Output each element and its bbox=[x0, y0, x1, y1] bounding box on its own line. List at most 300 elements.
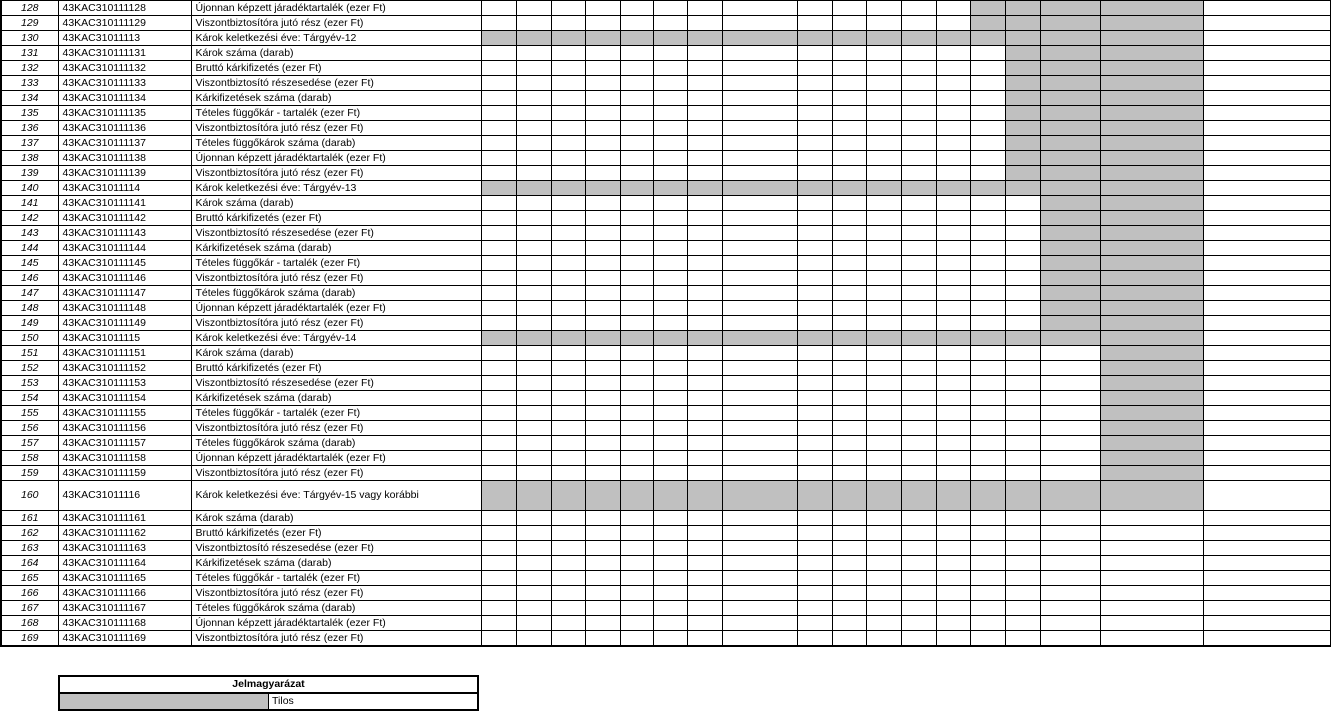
data-cell[interactable] bbox=[901, 226, 936, 241]
data-cell[interactable] bbox=[1005, 616, 1040, 631]
data-cell[interactable] bbox=[653, 631, 687, 647]
data-cell[interactable] bbox=[1203, 436, 1331, 451]
data-cell[interactable] bbox=[936, 631, 970, 647]
data-cell[interactable] bbox=[1005, 571, 1040, 586]
data-cell[interactable] bbox=[1203, 346, 1331, 361]
data-cell[interactable] bbox=[832, 316, 866, 331]
data-cell[interactable] bbox=[551, 1, 585, 16]
data-cell[interactable] bbox=[797, 196, 832, 211]
data-cell[interactable] bbox=[797, 166, 832, 181]
data-cell[interactable] bbox=[1040, 631, 1100, 647]
data-cell[interactable] bbox=[653, 226, 687, 241]
data-cell[interactable] bbox=[936, 256, 970, 271]
data-cell[interactable] bbox=[1040, 421, 1100, 436]
data-cell[interactable] bbox=[1203, 391, 1331, 406]
data-cell[interactable] bbox=[901, 136, 936, 151]
data-cell[interactable] bbox=[832, 211, 866, 226]
data-cell[interactable] bbox=[516, 256, 551, 271]
data-cell[interactable] bbox=[970, 76, 1005, 91]
data-cell[interactable] bbox=[1203, 211, 1331, 226]
data-cell[interactable] bbox=[551, 361, 585, 376]
data-cell[interactable] bbox=[516, 271, 551, 286]
data-cell[interactable] bbox=[970, 241, 1005, 256]
data-cell[interactable] bbox=[620, 376, 653, 391]
data-cell[interactable] bbox=[653, 121, 687, 136]
data-cell[interactable] bbox=[516, 391, 551, 406]
data-cell[interactable] bbox=[687, 376, 722, 391]
data-cell[interactable] bbox=[832, 376, 866, 391]
data-cell[interactable] bbox=[1040, 511, 1100, 526]
data-cell[interactable] bbox=[901, 46, 936, 61]
data-cell[interactable] bbox=[866, 421, 901, 436]
data-cell[interactable] bbox=[1040, 556, 1100, 571]
data-cell[interactable] bbox=[653, 196, 687, 211]
data-cell[interactable] bbox=[866, 511, 901, 526]
data-cell[interactable] bbox=[1005, 601, 1040, 616]
data-cell[interactable] bbox=[722, 556, 797, 571]
data-cell[interactable] bbox=[866, 301, 901, 316]
data-cell[interactable] bbox=[687, 466, 722, 481]
data-cell[interactable] bbox=[901, 286, 936, 301]
data-cell[interactable] bbox=[687, 196, 722, 211]
data-cell[interactable] bbox=[1005, 271, 1040, 286]
data-cell[interactable] bbox=[620, 166, 653, 181]
data-cell[interactable] bbox=[481, 196, 516, 211]
data-cell[interactable] bbox=[936, 586, 970, 601]
data-cell[interactable] bbox=[1203, 421, 1331, 436]
data-cell[interactable] bbox=[936, 526, 970, 541]
data-cell[interactable] bbox=[797, 301, 832, 316]
data-cell[interactable] bbox=[722, 106, 797, 121]
data-cell[interactable] bbox=[653, 316, 687, 331]
data-cell[interactable] bbox=[516, 421, 551, 436]
data-cell[interactable] bbox=[585, 361, 620, 376]
data-cell[interactable] bbox=[797, 16, 832, 31]
data-cell[interactable] bbox=[1203, 151, 1331, 166]
data-cell[interactable] bbox=[722, 16, 797, 31]
data-cell[interactable] bbox=[1005, 316, 1040, 331]
data-cell[interactable] bbox=[866, 361, 901, 376]
data-cell[interactable] bbox=[1203, 331, 1331, 346]
data-cell[interactable] bbox=[1005, 466, 1040, 481]
data-cell[interactable] bbox=[901, 406, 936, 421]
data-cell[interactable] bbox=[797, 136, 832, 151]
data-cell[interactable] bbox=[832, 301, 866, 316]
data-cell[interactable] bbox=[722, 436, 797, 451]
data-cell[interactable] bbox=[722, 136, 797, 151]
data-cell[interactable] bbox=[866, 376, 901, 391]
data-cell[interactable] bbox=[901, 151, 936, 166]
data-cell[interactable] bbox=[1005, 361, 1040, 376]
data-cell[interactable] bbox=[866, 121, 901, 136]
data-cell[interactable] bbox=[936, 436, 970, 451]
data-cell[interactable] bbox=[866, 451, 901, 466]
data-cell[interactable] bbox=[551, 76, 585, 91]
data-cell[interactable] bbox=[516, 136, 551, 151]
data-cell[interactable] bbox=[722, 316, 797, 331]
data-cell[interactable] bbox=[936, 346, 970, 361]
data-cell[interactable] bbox=[901, 421, 936, 436]
data-cell[interactable] bbox=[516, 226, 551, 241]
data-cell[interactable] bbox=[585, 376, 620, 391]
data-cell[interactable] bbox=[970, 361, 1005, 376]
data-cell[interactable] bbox=[832, 571, 866, 586]
data-cell[interactable] bbox=[687, 631, 722, 647]
data-cell[interactable] bbox=[516, 571, 551, 586]
data-cell[interactable] bbox=[653, 466, 687, 481]
data-cell[interactable] bbox=[585, 91, 620, 106]
data-cell[interactable] bbox=[481, 241, 516, 256]
data-cell[interactable] bbox=[901, 601, 936, 616]
data-cell[interactable] bbox=[653, 421, 687, 436]
data-cell[interactable] bbox=[722, 166, 797, 181]
data-cell[interactable] bbox=[1005, 541, 1040, 556]
data-cell[interactable] bbox=[481, 391, 516, 406]
data-cell[interactable] bbox=[516, 511, 551, 526]
data-cell[interactable] bbox=[687, 316, 722, 331]
data-cell[interactable] bbox=[653, 436, 687, 451]
data-cell[interactable] bbox=[687, 511, 722, 526]
data-cell[interactable] bbox=[901, 571, 936, 586]
data-cell[interactable] bbox=[901, 556, 936, 571]
data-cell[interactable] bbox=[832, 256, 866, 271]
data-cell[interactable] bbox=[901, 631, 936, 647]
data-cell[interactable] bbox=[970, 511, 1005, 526]
data-cell[interactable] bbox=[832, 406, 866, 421]
data-cell[interactable] bbox=[585, 1, 620, 16]
data-cell[interactable] bbox=[722, 211, 797, 226]
data-cell[interactable] bbox=[936, 541, 970, 556]
data-cell[interactable] bbox=[481, 511, 516, 526]
data-cell[interactable] bbox=[653, 106, 687, 121]
data-cell[interactable] bbox=[687, 436, 722, 451]
data-cell[interactable] bbox=[722, 421, 797, 436]
data-cell[interactable] bbox=[481, 136, 516, 151]
data-cell[interactable] bbox=[551, 136, 585, 151]
data-cell[interactable] bbox=[797, 151, 832, 166]
data-cell[interactable] bbox=[551, 166, 585, 181]
data-cell[interactable] bbox=[866, 106, 901, 121]
data-cell[interactable] bbox=[653, 346, 687, 361]
data-cell[interactable] bbox=[866, 256, 901, 271]
data-cell[interactable] bbox=[866, 586, 901, 601]
data-cell[interactable] bbox=[901, 451, 936, 466]
data-cell[interactable] bbox=[1005, 451, 1040, 466]
data-cell[interactable] bbox=[722, 271, 797, 286]
data-cell[interactable] bbox=[1203, 91, 1331, 106]
data-cell[interactable] bbox=[620, 541, 653, 556]
data-cell[interactable] bbox=[1203, 76, 1331, 91]
data-cell[interactable] bbox=[970, 91, 1005, 106]
data-cell[interactable] bbox=[866, 226, 901, 241]
data-cell[interactable] bbox=[481, 256, 516, 271]
data-cell[interactable] bbox=[620, 106, 653, 121]
data-cell[interactable] bbox=[970, 121, 1005, 136]
data-cell[interactable] bbox=[481, 361, 516, 376]
data-cell[interactable] bbox=[551, 421, 585, 436]
data-cell[interactable] bbox=[722, 616, 797, 631]
data-cell[interactable] bbox=[653, 151, 687, 166]
data-cell[interactable] bbox=[481, 151, 516, 166]
data-cell[interactable] bbox=[832, 421, 866, 436]
data-cell[interactable] bbox=[832, 166, 866, 181]
data-cell[interactable] bbox=[936, 286, 970, 301]
data-cell[interactable] bbox=[936, 361, 970, 376]
data-cell[interactable] bbox=[687, 526, 722, 541]
data-cell[interactable] bbox=[585, 61, 620, 76]
data-cell[interactable] bbox=[585, 196, 620, 211]
data-cell[interactable] bbox=[970, 616, 1005, 631]
data-cell[interactable] bbox=[797, 511, 832, 526]
data-cell[interactable] bbox=[687, 346, 722, 361]
data-cell[interactable] bbox=[970, 541, 1005, 556]
data-cell[interactable] bbox=[866, 271, 901, 286]
data-cell[interactable] bbox=[653, 361, 687, 376]
data-cell[interactable] bbox=[516, 301, 551, 316]
data-cell[interactable] bbox=[620, 586, 653, 601]
data-cell[interactable] bbox=[585, 166, 620, 181]
data-cell[interactable] bbox=[551, 256, 585, 271]
data-cell[interactable] bbox=[832, 601, 866, 616]
data-cell[interactable] bbox=[970, 421, 1005, 436]
data-cell[interactable] bbox=[970, 256, 1005, 271]
data-cell[interactable] bbox=[620, 451, 653, 466]
data-cell[interactable] bbox=[585, 211, 620, 226]
data-cell[interactable] bbox=[936, 451, 970, 466]
data-cell[interactable] bbox=[970, 316, 1005, 331]
data-cell[interactable] bbox=[722, 586, 797, 601]
data-cell[interactable] bbox=[585, 421, 620, 436]
data-cell[interactable] bbox=[797, 391, 832, 406]
data-cell[interactable] bbox=[687, 571, 722, 586]
data-cell[interactable] bbox=[1005, 406, 1040, 421]
data-cell[interactable] bbox=[653, 526, 687, 541]
data-cell[interactable] bbox=[936, 211, 970, 226]
data-cell[interactable] bbox=[516, 151, 551, 166]
data-cell[interactable] bbox=[585, 601, 620, 616]
data-cell[interactable] bbox=[585, 241, 620, 256]
data-cell[interactable] bbox=[797, 226, 832, 241]
data-cell[interactable] bbox=[722, 1, 797, 16]
data-cell[interactable] bbox=[901, 586, 936, 601]
data-cell[interactable] bbox=[585, 316, 620, 331]
data-cell[interactable] bbox=[866, 196, 901, 211]
data-cell[interactable] bbox=[722, 91, 797, 106]
data-cell[interactable] bbox=[481, 466, 516, 481]
data-cell[interactable] bbox=[797, 1, 832, 16]
data-cell[interactable] bbox=[1203, 1, 1331, 16]
data-cell[interactable] bbox=[1005, 436, 1040, 451]
data-cell[interactable] bbox=[653, 556, 687, 571]
data-cell[interactable] bbox=[1203, 406, 1331, 421]
data-cell[interactable] bbox=[585, 256, 620, 271]
data-cell[interactable] bbox=[585, 136, 620, 151]
data-cell[interactable] bbox=[797, 616, 832, 631]
data-cell[interactable] bbox=[585, 541, 620, 556]
data-cell[interactable] bbox=[516, 376, 551, 391]
data-cell[interactable] bbox=[722, 301, 797, 316]
data-cell[interactable] bbox=[551, 301, 585, 316]
data-cell[interactable] bbox=[970, 451, 1005, 466]
data-cell[interactable] bbox=[687, 16, 722, 31]
data-cell[interactable] bbox=[722, 256, 797, 271]
data-cell[interactable] bbox=[901, 466, 936, 481]
data-cell[interactable] bbox=[797, 421, 832, 436]
data-cell[interactable] bbox=[832, 631, 866, 647]
data-cell[interactable] bbox=[653, 301, 687, 316]
data-cell[interactable] bbox=[620, 1, 653, 16]
data-cell[interactable] bbox=[1203, 376, 1331, 391]
data-cell[interactable] bbox=[620, 271, 653, 286]
data-cell[interactable] bbox=[1005, 511, 1040, 526]
data-cell[interactable] bbox=[585, 406, 620, 421]
data-cell[interactable] bbox=[901, 436, 936, 451]
data-cell[interactable] bbox=[1005, 526, 1040, 541]
data-cell[interactable] bbox=[970, 226, 1005, 241]
data-cell[interactable] bbox=[832, 151, 866, 166]
data-cell[interactable] bbox=[936, 151, 970, 166]
data-cell[interactable] bbox=[970, 61, 1005, 76]
data-cell[interactable] bbox=[653, 166, 687, 181]
data-cell[interactable] bbox=[620, 301, 653, 316]
data-cell[interactable] bbox=[970, 406, 1005, 421]
data-cell[interactable] bbox=[687, 91, 722, 106]
data-cell[interactable] bbox=[687, 361, 722, 376]
data-cell[interactable] bbox=[1203, 61, 1331, 76]
data-cell[interactable] bbox=[1203, 196, 1331, 211]
data-cell[interactable] bbox=[653, 1, 687, 16]
data-cell[interactable] bbox=[620, 196, 653, 211]
data-cell[interactable] bbox=[481, 106, 516, 121]
data-cell[interactable] bbox=[1005, 196, 1040, 211]
data-cell[interactable] bbox=[797, 241, 832, 256]
data-cell[interactable] bbox=[1203, 361, 1331, 376]
data-cell[interactable] bbox=[481, 541, 516, 556]
data-cell[interactable] bbox=[832, 361, 866, 376]
data-cell[interactable] bbox=[551, 316, 585, 331]
data-cell[interactable] bbox=[1040, 466, 1100, 481]
data-cell[interactable] bbox=[1040, 361, 1100, 376]
data-cell[interactable] bbox=[516, 196, 551, 211]
data-cell[interactable] bbox=[516, 526, 551, 541]
data-cell[interactable] bbox=[516, 91, 551, 106]
data-cell[interactable] bbox=[832, 1, 866, 16]
data-cell[interactable] bbox=[1100, 541, 1203, 556]
data-cell[interactable] bbox=[901, 616, 936, 631]
data-cell[interactable] bbox=[866, 211, 901, 226]
data-cell[interactable] bbox=[585, 466, 620, 481]
data-cell[interactable] bbox=[901, 241, 936, 256]
data-cell[interactable] bbox=[901, 121, 936, 136]
data-cell[interactable] bbox=[797, 76, 832, 91]
data-cell[interactable] bbox=[901, 376, 936, 391]
data-cell[interactable] bbox=[722, 76, 797, 91]
data-cell[interactable] bbox=[585, 106, 620, 121]
data-cell[interactable] bbox=[936, 421, 970, 436]
data-cell[interactable] bbox=[797, 631, 832, 647]
data-cell[interactable] bbox=[481, 301, 516, 316]
data-cell[interactable] bbox=[722, 241, 797, 256]
data-cell[interactable] bbox=[936, 466, 970, 481]
data-cell[interactable] bbox=[687, 151, 722, 166]
data-cell[interactable] bbox=[481, 436, 516, 451]
data-cell[interactable] bbox=[481, 346, 516, 361]
data-cell[interactable] bbox=[866, 151, 901, 166]
data-cell[interactable] bbox=[653, 571, 687, 586]
data-cell[interactable] bbox=[585, 226, 620, 241]
data-cell[interactable] bbox=[797, 556, 832, 571]
data-cell[interactable] bbox=[866, 601, 901, 616]
data-cell[interactable] bbox=[722, 151, 797, 166]
data-cell[interactable] bbox=[901, 16, 936, 31]
data-cell[interactable] bbox=[901, 271, 936, 286]
data-cell[interactable] bbox=[653, 601, 687, 616]
data-cell[interactable] bbox=[970, 346, 1005, 361]
data-cell[interactable] bbox=[1040, 601, 1100, 616]
data-cell[interactable] bbox=[687, 241, 722, 256]
data-cell[interactable] bbox=[901, 91, 936, 106]
data-cell[interactable] bbox=[722, 526, 797, 541]
data-cell[interactable] bbox=[687, 421, 722, 436]
data-cell[interactable] bbox=[551, 406, 585, 421]
data-cell[interactable] bbox=[516, 286, 551, 301]
data-cell[interactable] bbox=[866, 571, 901, 586]
data-cell[interactable] bbox=[585, 511, 620, 526]
data-cell[interactable] bbox=[516, 436, 551, 451]
data-cell[interactable] bbox=[620, 631, 653, 647]
data-cell[interactable] bbox=[620, 61, 653, 76]
data-cell[interactable] bbox=[653, 511, 687, 526]
data-cell[interactable] bbox=[936, 166, 970, 181]
data-cell[interactable] bbox=[936, 76, 970, 91]
data-cell[interactable] bbox=[620, 46, 653, 61]
data-cell[interactable] bbox=[620, 76, 653, 91]
data-cell[interactable] bbox=[901, 196, 936, 211]
data-cell[interactable] bbox=[722, 451, 797, 466]
data-cell[interactable] bbox=[653, 46, 687, 61]
data-cell[interactable] bbox=[481, 571, 516, 586]
data-cell[interactable] bbox=[481, 226, 516, 241]
data-cell[interactable] bbox=[1203, 466, 1331, 481]
data-cell[interactable] bbox=[1005, 586, 1040, 601]
data-cell[interactable] bbox=[653, 406, 687, 421]
data-cell[interactable] bbox=[516, 361, 551, 376]
data-cell[interactable] bbox=[832, 76, 866, 91]
data-cell[interactable] bbox=[970, 211, 1005, 226]
data-cell[interactable] bbox=[585, 151, 620, 166]
data-cell[interactable] bbox=[585, 616, 620, 631]
data-cell[interactable] bbox=[1203, 481, 1331, 511]
data-cell[interactable] bbox=[1040, 541, 1100, 556]
data-cell[interactable] bbox=[653, 541, 687, 556]
data-cell[interactable] bbox=[722, 196, 797, 211]
data-cell[interactable] bbox=[832, 526, 866, 541]
data-cell[interactable] bbox=[1040, 616, 1100, 631]
data-cell[interactable] bbox=[1203, 256, 1331, 271]
data-cell[interactable] bbox=[866, 16, 901, 31]
data-cell[interactable] bbox=[1203, 451, 1331, 466]
data-cell[interactable] bbox=[970, 271, 1005, 286]
data-cell[interactable] bbox=[1203, 271, 1331, 286]
data-cell[interactable] bbox=[516, 46, 551, 61]
data-cell[interactable] bbox=[481, 76, 516, 91]
data-cell[interactable] bbox=[797, 271, 832, 286]
data-cell[interactable] bbox=[653, 451, 687, 466]
data-cell[interactable] bbox=[936, 91, 970, 106]
data-cell[interactable] bbox=[551, 346, 585, 361]
data-cell[interactable] bbox=[516, 451, 551, 466]
data-cell[interactable] bbox=[936, 406, 970, 421]
